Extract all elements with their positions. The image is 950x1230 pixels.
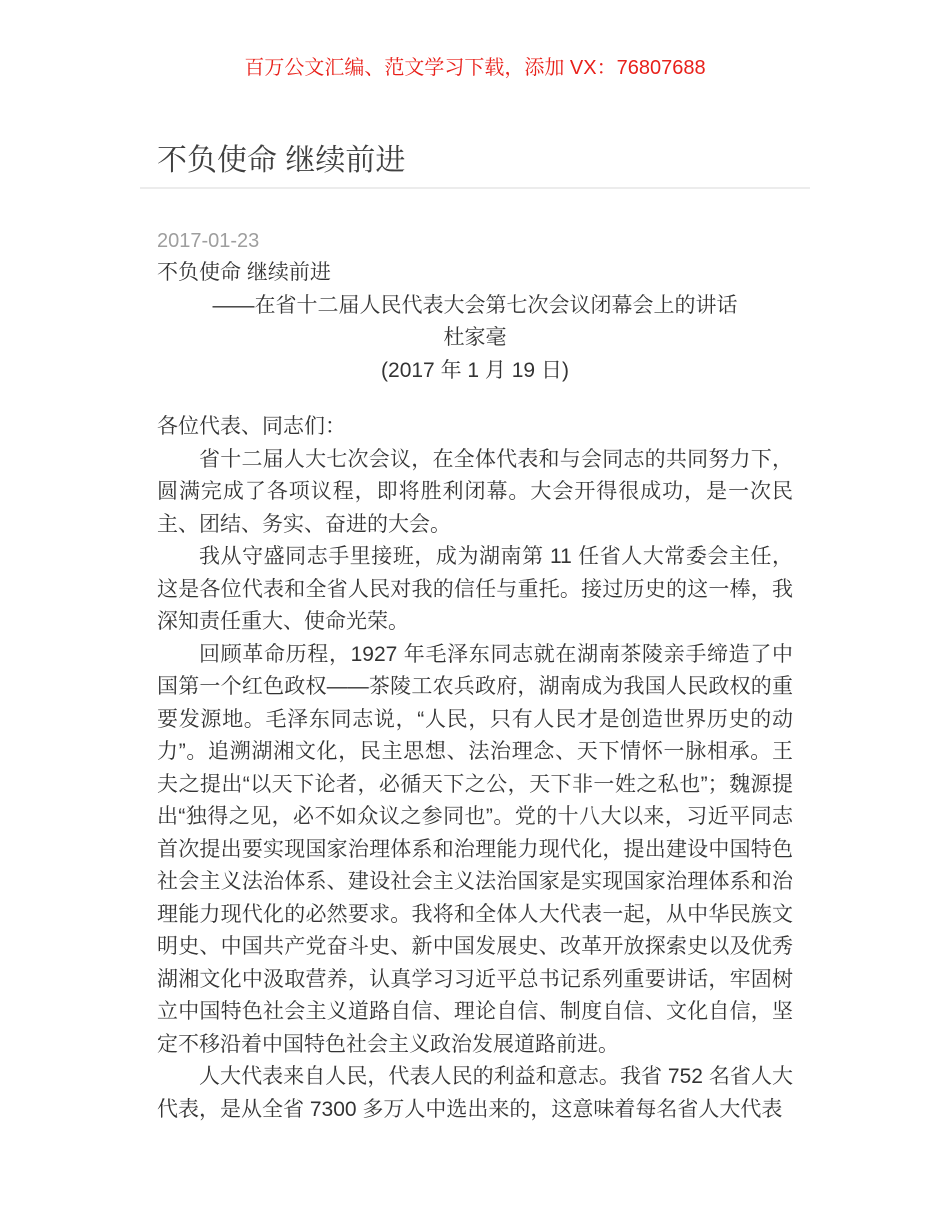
document-body bbox=[140, 229, 810, 1126]
article-subtitle: ——在省十二届人民代表大会第七次会议闭幕会上的讲话 bbox=[212, 293, 738, 317]
article-paragraph: 我从守盛同志手里接班，成为湖南第 11 任省人大常委会主任，这是各位代表和全省人民对我的信任与重托。接过历史的这一棒，我深知责任重大、使命光荣。 bbox=[157, 545, 793, 633]
article-author: 杜家毫 bbox=[443, 326, 507, 349]
article-content bbox=[157, 257, 793, 1126]
article-paragraph: 省十二届人大七次会议，在全体代表和与会同志的共同努力下，圆满完成了各项议程，即将胜利闭幕。大会开得很成功，是一次民主、团结、务实、奋进的大会。 bbox=[157, 447, 793, 536]
document-header bbox=[140, 145, 810, 189]
article-salutation: 各位代表、同志们： bbox=[157, 415, 346, 438]
page-title: 不负使命 继续前进 bbox=[157, 144, 406, 177]
article-paragraph: 人大代表来自人民，代表人民的利益和意志。我省 752 名省人大代表，是从全省 7300 多万人中选出来的，这意味着每名省人大代表 bbox=[157, 1065, 793, 1121]
promo-banner-text: 百万公文汇编、范文学习下载，添加 VX：76807688 bbox=[244, 57, 706, 79]
publish-date: 2017-01-23 bbox=[157, 230, 260, 252]
article-speech-date: (2017 年 1 月 19 日) bbox=[381, 358, 569, 382]
promo-banner bbox=[0, 0, 950, 80]
article-heading: 不负使命 继续前进 bbox=[157, 261, 331, 284]
document-container bbox=[140, 145, 810, 1126]
article-paragraph: 回顾革命历程，1927 年毛泽东同志就在湖南茶陵亲手缔造了中国第一个红色政权——茶陵工农兵政府，湖南成为我国人民政权的重要发源地。毛泽东同志说，“人民，只有人民才是创造世界历史的动力”。追溯湖湘文化，民主思想、法治理念、天下情怀一脉相承。王夫之提出“以天下论者，必循天下之公，天下非一姓之私也”；魏源提出“独得之见，必不如众议之参同也”。党的十八大以来，习近平同志首次提出要实现国家治理体系和治理能力现代化，提出建设中国特色社会主义法治体系、建设社会主义法治国家是实现国家治理体系和治理能力现代化的必然要求。我将和全体人大代表一起，从中华民族文明史、中国共产党奋斗史、新中国发展史、改革开放探索史以及优秀湖湘文化中汲取营养，认真学习习近平总书记系列重要讲话，牢固树立中国特色社会主义道路自信、理论自信、制度自信、文化自信，坚定不移沿着中国特色社会主义政治发展道路前进。 bbox=[157, 642, 793, 1056]
